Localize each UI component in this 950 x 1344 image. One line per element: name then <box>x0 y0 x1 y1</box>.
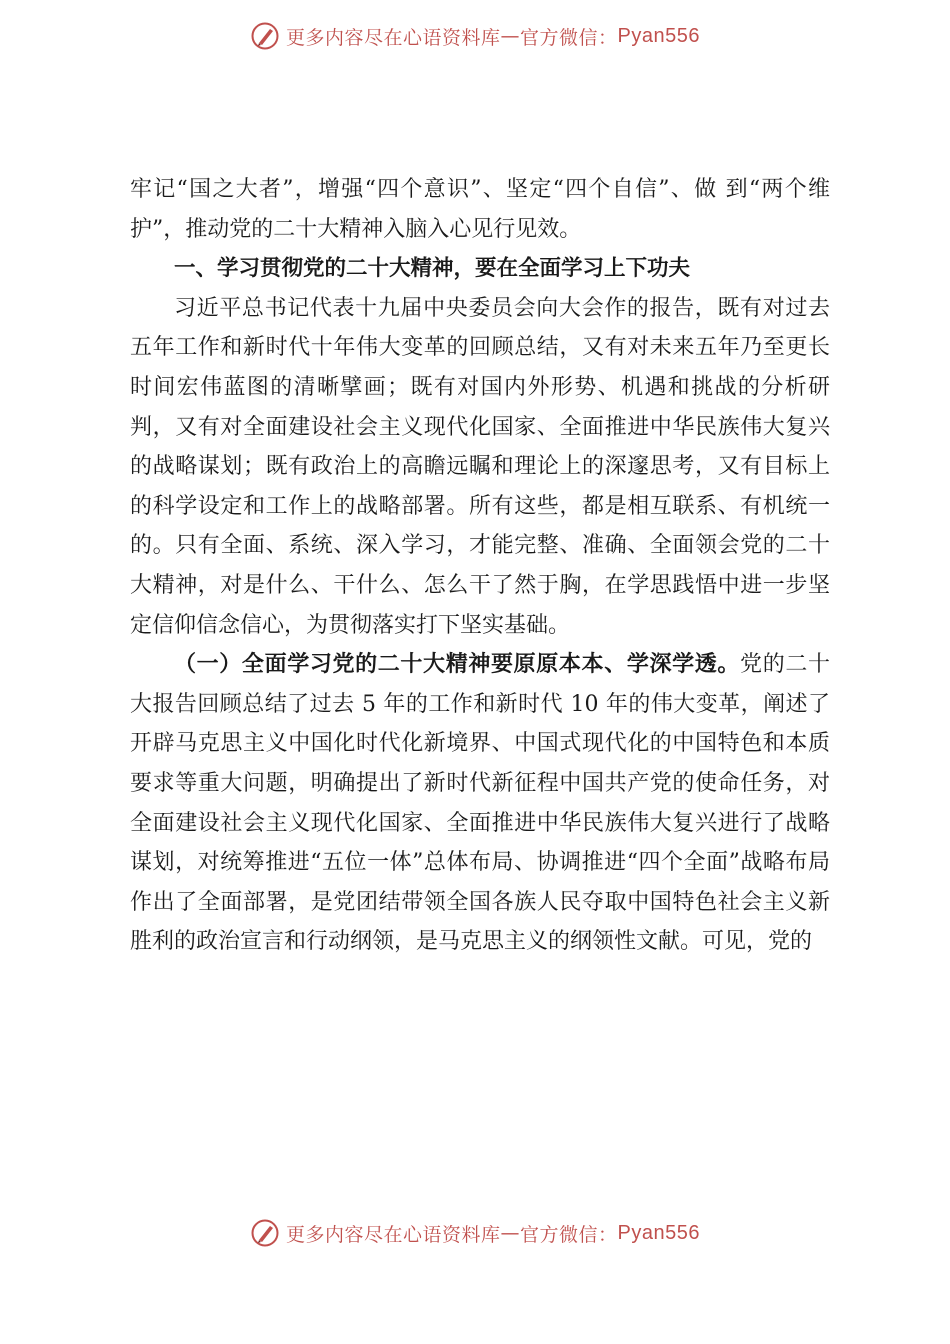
banner-text: 更多内容尽在心语资料库 <box>286 26 501 49</box>
banner-label: 官方微信： <box>520 1223 618 1246</box>
document-body <box>130 170 830 962</box>
section-paragraph: 习近平总书记代表十九届中央委员会向大会作的报告，既有对过去五年工作和新时代十年伟大变革的回顾总结，又有对未来五年乃至更长时间宏伟蓝图的清晰擘画；既有对国内外形势、机遇和挑战的分析研判，又有对全面建设社会主义现代化国家、全面推进中华民族伟大复兴的战略谋划；既有政治上的高瞻远瞩和理论上的深邃思考，又有目标上的科学设定和工作上的战略部署。所有这些，都是相互联系、有机统一的。只有全面、系统、深入学习，才能完整、准确、全面领会党的二十大精神，对是什么、干什么、怎么干了然于胸，在学思践悟中进一步坚定信仰信念信心，为贯彻落实打下坚实基础。 <box>130 295 830 638</box>
banner-handle: Pyan556 <box>617 1221 700 1244</box>
sub-section-paragraph <box>130 645 830 962</box>
sub-paragraph-text: 党的二十大报告回顾总结了过去 5 年的工作和新时代 10 年的伟大变革，阐述了开辟马克思主义中国化时代化新境界、中国式现代化的中国特色和本质要求等重大问题，明确提出了新时代新征程中国共产党的使命任务，对全面建设社会主义现代化国家、全面推进中华民族伟大复兴进行了战略谋划，对统筹推进“五位一体”总体布局、协调推进“四个全面”战略布局作出了全面部署，是党团结带领全国各族人民夺取中国特色社会主义新胜利的政治宣言和行动纲领，是马克思主义的纲领性文献。可见，党的 <box>130 652 830 955</box>
pen-logo-icon <box>250 21 280 51</box>
banner-separator: — <box>500 1222 521 1244</box>
pen-logo-icon <box>250 1218 280 1248</box>
banner-label: 官方微信： <box>520 26 618 49</box>
banner-separator: — <box>500 25 521 47</box>
sub-heading: （一）全面学习党的二十大精神要原原本本、学深学透。 <box>174 651 741 678</box>
section-heading: 一、学习贯彻党的二十大精神，要在全面学习上下功夫 <box>174 256 691 282</box>
footer-watermark-banner <box>0 1213 950 1253</box>
header-watermark-banner <box>0 16 950 56</box>
continuation-paragraph: 牢记“国之大者”，增强“四个意识”、坚定“四个自信”、做 到“两个维护”，推动党的二十大精神入脑入心见行见效。 <box>130 177 830 242</box>
banner-text: 更多内容尽在心语资料库 <box>286 1223 501 1246</box>
banner-handle: Pyan556 <box>617 24 700 47</box>
